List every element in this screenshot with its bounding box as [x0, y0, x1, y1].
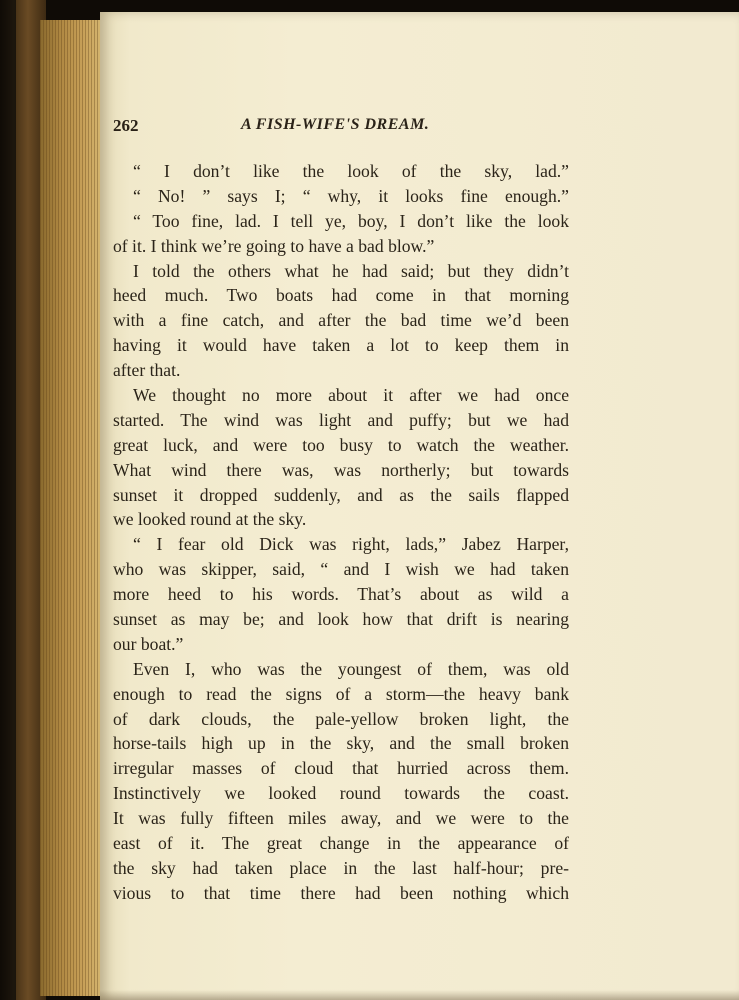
text-line: I told the others what he had said; but they didn’t: [133, 260, 569, 281]
text-line: vious to that time there had been nothing which: [113, 882, 569, 903]
text-line: What wind there was, was northerly; but towards: [113, 459, 569, 480]
text-line: sunset it dropped suddenly, and as the sails flapped: [113, 484, 569, 505]
text-line: Instinctively we looked round towards the coast.: [113, 783, 569, 804]
body-text: [113, 159, 569, 906]
text-line: Even I, who was the youngest of them, was old: [133, 658, 569, 679]
text-line: “ I don’t like the look of the sky, lad.”: [133, 161, 569, 181]
text-line: having it would have taken a lot to keep them in: [113, 335, 569, 356]
text-line: sunset as may be; and look how that drift is nearing: [113, 609, 569, 630]
text-line: the sky had taken place in the last half-hour; pre-: [113, 857, 569, 878]
text-line: great luck, and were too busy to watch the weather.: [113, 434, 569, 455]
page-number: 262: [113, 116, 139, 135]
text-line: “ Too fine, lad. I tell ye, boy, I don’t like the look: [133, 210, 569, 231]
text-line: It was fully fifteen miles away, and we were to the: [113, 808, 569, 829]
text-line: heed much. Two boats had come in that morning: [113, 285, 569, 306]
text-line: our boat.”: [113, 633, 184, 654]
page-header: [113, 116, 569, 142]
text-line: “ I fear old Dick was right, lads,” Jabez Harper,: [133, 534, 569, 555]
text-line: irregular masses of cloud that hurried across them.: [113, 758, 569, 779]
text-line: more heed to his words. That’s about as wild a: [113, 584, 569, 605]
text-line: “ No! ” says I; “ why, it looks fine enough.”: [133, 185, 569, 206]
text-line: east of it. The great change in the appearance of: [113, 833, 569, 854]
text-line: of it. I think we’re going to have a bad blow.”: [113, 235, 435, 256]
text-line: who was skipper, said, “ and I wish we had taken: [113, 559, 569, 580]
running-head: A FISH-WIFE'S DREAM.: [241, 116, 430, 133]
page-bottom-shadow: [100, 990, 739, 1000]
text-line: enough to read the signs of a storm—the heavy bank: [113, 683, 569, 704]
text-line: We thought no more about it after we had once: [133, 385, 569, 406]
text-line: started. The wind was light and puffy; but we had: [113, 409, 569, 430]
text-line: of dark clouds, the pale-yellow broken light, the: [113, 708, 569, 729]
text-line: with a fine catch, and after the bad time we’d been: [113, 310, 569, 331]
text-line: after that.: [113, 360, 181, 381]
text-line: horse-tails high up in the sky, and the small broken: [113, 733, 569, 754]
page-edges: [40, 20, 104, 996]
text-line: we looked round at the sky.: [113, 509, 307, 530]
